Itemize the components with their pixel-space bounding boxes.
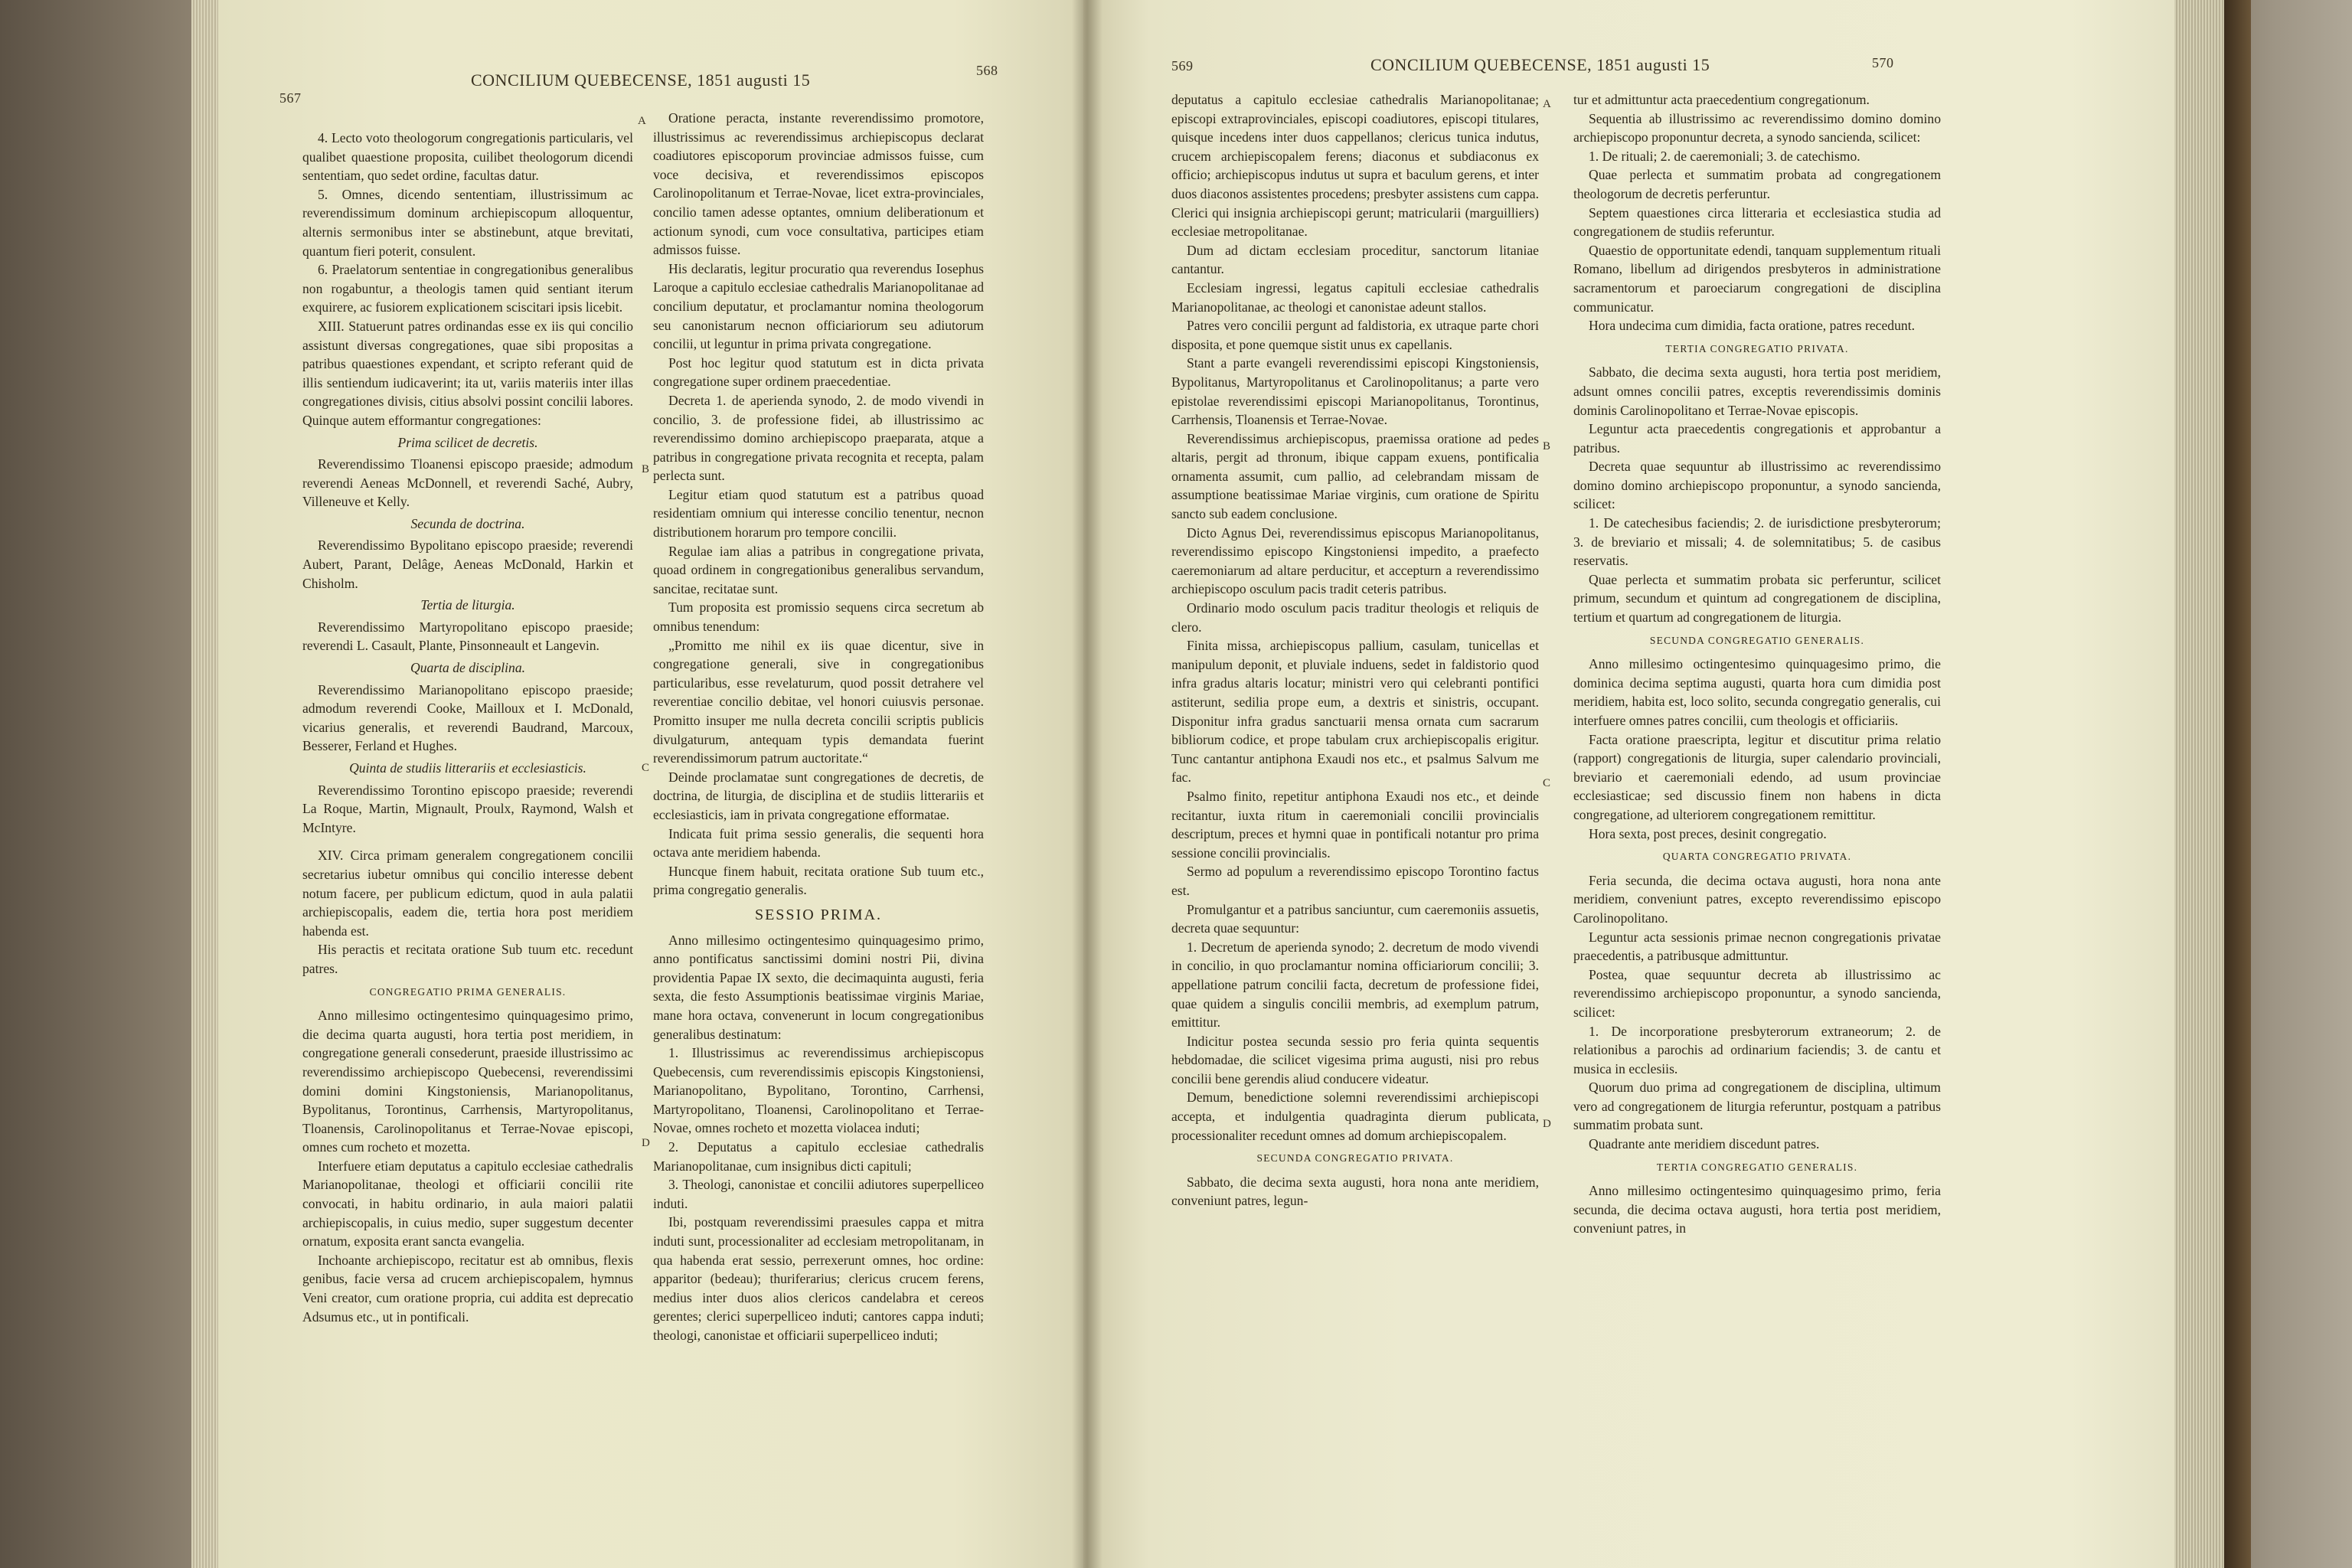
paragraph: 1. Decretum de aperienda synodo; 2. decretum de modo vivendi in concilio, in quo proclamantur nomina officiariorum concilii; 3. appellatione patrum concilii facta, decretum de professione fidei, quae quidem a singulis concilii membris, ad exemplum patrum, emittitur. [1171, 939, 1539, 1031]
paragraph: Promulgantur et a patribus sanciuntur, cum caeremoniis assuetis, decreta quae sequuntur: [1171, 901, 1539, 936]
paragraph: Reverendissimo Tloanensi episcopo praeside; admodum reverendi Aeneas McDonnell, et reverendi Saché, Aubry, Villeneuve et Kelly. [302, 456, 633, 510]
paragraph: Leguntur acta praecedentis congregationis et approbantur a patribus. [1573, 421, 1941, 456]
paragraph: Ibi, postquam reverendissimi praesules cappa et mitra induti sunt, processionaliter ad ecclesiam metropolitanam, in qua habenda erat sessio, perrexerunt omnes, hoc ordine: apparitor (bedeau); thuriferarius; clericus crucem ferens, medius inter duos alios clericos candelabra et cereos gerentes; clerici superpelliceo induti; cantores cappa induti; theologi, canonistae et officiarii superpelliceo induti; [653, 1214, 984, 1343]
paragraph: Anno millesimo octingentesimo quinquagesimo primo, die dominica decima septima augusti, quarta hora cum dimidia post meridiem, habita est, loco solito, secunda congregatio generalis, cui interfuere omnes patres concilii, cum theologis et officiariis. [1573, 656, 1941, 728]
paragraph: 1. De rituali; 2. de caeremoniali; 3. de catechismo. [1589, 148, 1860, 164]
page-number-inner: 569 [1171, 58, 1194, 74]
paragraph: Hora sexta, post preces, desinit congregatio. [1589, 825, 1827, 841]
paragraph: 2. Deputatus a capitulo ecclesiae cathedralis Marianopolitanae, cum insignibus dicti capituli; [653, 1139, 984, 1174]
paragraph: Leguntur acta sessionis primae necnon congregationis privatae praecedentis, a patribusque admittuntur. [1573, 929, 1941, 964]
left-page [218, 0, 1083, 1568]
book-gutter [1072, 0, 1102, 1568]
left-column-b [653, 109, 984, 1345]
paragraph: Decreta 1. de aperienda synodo, 2. de modo vivendi in concilio, 3. de professione fidei, ab illustrissimo ac reverendissimo domino archiepiscopo praeparata, atque a patribus in congregatione privata recognita et recepta, palam perlecta sunt. [653, 392, 984, 484]
section-heading: QUARTA CONGREGATIO PRIVATA. [1662, 851, 1852, 863]
margin-marker-d: D [642, 1137, 650, 1149]
margin-marker-d: D [1543, 1118, 1551, 1130]
paragraph: 1. Illustrissimus ac reverendissimus archiepiscopus Quebecensis, cum reverendissimis episcopis Kingstoniensi, Marianopolitano, Bypolitano, Torontino, Carrhensi, Martyropolitano, Tloanensi, Carolinopolitano et Terrae-Novae, omnes rocheto et mozetta violacea induti; [653, 1045, 984, 1136]
paragraph: Interfuere etiam deputatus a capitulo ecclesiae cathedralis Marianopolitanae, theologi et officiarii concilii rite convocati, in habitu ordinario, in aula maiori palatii archiepiscopalis, in cuius medio, super suggestum decenter ornatum, exposita erant sancta evangelia. [302, 1158, 633, 1250]
running-head: CONCILIUM QUEBECENSE, 1851 augusti 15 [471, 70, 811, 90]
paragraph: Facta oratione praescripta, legitur et discutitur prima relatio (rapport) congregationis de liturgia, super calendario provinciali, breviario et caeremoniali edendo, ad usum provinciae ecclesiasticae; sed discussio finem non habens in dicta congregatione, ad ulteriorem congregationem remittitur. [1573, 731, 1941, 822]
paragraph: Regulae iam alias a patribus in congregatione privata, quoad ordinem in congregationibus generalibus servandum, sancitae, recitatae sunt. [653, 543, 984, 596]
margin-marker-c: C [642, 762, 650, 774]
paragraph: Postea, quae sequuntur decreta ab illustrissimo ac reverendissimo archiepiscopo proponuntur, a synodo sancienda, scilicet: [1573, 966, 1941, 1020]
paragraph: Psalmo finito, repetitur antiphona Exaudi nos etc., et deinde recitantur, iuxta ritum in caeremoniali concilii provincialis descriptum, preces et hymni quae in pontificali notantur pro prima sessione concilii provincialis. [1171, 788, 1539, 861]
paragraph: deputatus a capitulo ecclesiae cathedralis Marianopolitanae; episcopi extraprovinciales, episcopi coadiutores, episcopi titulares, quisque incedens inter duos cappellanos; clericus tunica indutus, crucem archiepiscopalem ferens; diaconus et subdiaconus ex officio; archiepiscopus indutus ut supra et baculum gerens, et inter duos diaconos assistentes procedens; presbyter assistens cum cappa. Clerici qui insignia archiepiscopi gerunt; matricularii (marguilliers) ecclesiae metropolitanae. [1171, 92, 1539, 240]
paragraph: Anno millesimo octingentesimo quinquagesimo primo, feria secunda, die decima octava augusti, hora tertia post meridiem, conveniunt patres, in [1573, 1183, 1941, 1236]
right-page [1083, 0, 2178, 1568]
paragraph: Reverendissimus archiepiscopus, praemissa oratione ad pedes altaris, pergit ad thronum, ibique cappam exuens, pontificalia ornamenta assumit, cum pallio, ad celebrandam missam de assumptione beatissimae Mariae virginis, cum oratione de Spiritu sancto sub eadem conclusione. [1171, 430, 1539, 522]
paragraph: Sermo ad populum a reverendissimo episcopo Torontino factus est. [1171, 864, 1539, 898]
paragraph: Hora undecima cum dimidia, facta oratione, patres recedunt. [1589, 318, 1915, 334]
paragraph: Quae perlecta et summatim probata ad congregationem theologorum de decretis perferuntur. [1573, 167, 1941, 201]
page-number-inner: 568 [976, 63, 998, 78]
paragraph: Legitur etiam quod statutum est a patribus quoad residentiam omnium qui interesse concilio tenentur, necnon distributionem horarum pro tempore concilii. [653, 486, 984, 541]
section-subheading: Quarta de disciplina. [410, 660, 526, 676]
page-number-outer: 570 [1872, 55, 1894, 70]
paragraph: „Promitto me nihil ex iis quae dicentur, sive in congregatione generali, sive in congregationibus particularibus, esse revelaturum, quod possit detrahere vel reverentiae concilio debitae, vel honori cuiusvis personae. Promitto insuper me nulla decreta concilii scriptis publicis divulgaturum, antequam typis demandata fuerint reverendissimorum patrum auctoritate.“ [653, 637, 984, 766]
left-column-a [302, 129, 633, 1326]
paragraph: Huncque finem habuit, recitata oratione Sub tuum etc., prima congregatio generalis. [653, 863, 984, 898]
running-head: CONCILIUM QUEBECENSE, 1851 augusti 15 [1370, 55, 1710, 74]
margin-marker-c: C [1543, 777, 1551, 789]
margin-marker-a: A [1543, 98, 1551, 110]
right-column-a [1171, 90, 1539, 1210]
section-heading: TERTIA CONGREGATIO PRIVATA. [1665, 342, 1849, 354]
paragraph: 6. Praelatorum sententiae in congregationibus generalibus non rogabuntur, a theologis tamen quid sentiant iterum exquirere, ac fusiorem explicationem sciscitari ipsis licebit. [302, 262, 633, 315]
page-edges-left [191, 0, 222, 1568]
right-column-b [1573, 90, 1941, 1238]
paragraph: Reverendissimo Bypolitano episcopo praeside; reverendi Aubert, Parant, Delâge, Aeneas McDonald, Harkin et Chisholm. [302, 537, 633, 591]
book-cover-edge [2224, 0, 2251, 1568]
paragraph: Reverendissimo Martyropolitano episcopo praeside; reverendi L. Casault, Plante, Pinsonneault et Langevin. [302, 619, 633, 654]
paragraph: Post hoc legitur quod statutum est in dicta privata congregatione super ordinem praecedentiae. [653, 354, 984, 390]
paragraph: Inchoante archiepiscopo, recitatur est ab omnibus, flexis genibus, facie versa ad crucem archiepiscopalem, hymnus Veni creator, cum oratione propria, cui addita est deprecatio Adsumus etc., ut in pontificali. [302, 1252, 633, 1325]
section-heading: SECUNDA CONGREGATIO PRIVATA. [1256, 1152, 1454, 1165]
section-heading: TERTIA CONGREGATIO GENERALIS. [1656, 1161, 1858, 1173]
paragraph: His declaratis, legitur procuratio qua reverendus Iosephus Laroque a capitulo ecclesiae cathedralis Marianopolitanae ad concilium deputatur, et proclamantur nomina theologorum seu canonistarum necnon officiariorum seu adiutorum concilii, ut leguntur in prima privata congregatione. [653, 260, 984, 352]
paragraph: Indicitur postea secunda sessio pro feria quinta sequentis hebdomadae, die scilicet vigesima prima augusti, nisi pro rebus concilii bene gerendis aliud conducere videatur. [1171, 1033, 1539, 1086]
paragraph-spacer [302, 837, 633, 846]
paragraph: 1. De incorporatione presbyterorum extraneorum; 2. de relationibus a parochis ad ordinarium faciendis; 3. de cantu et musica in ecclesiis. [1573, 1023, 1941, 1076]
paragraph: Septem quaestiones circa litteraria et ecclesiastica studia ad congregationem de studiis referuntur. [1573, 204, 1941, 240]
paragraph: Feria secunda, die decima octava augusti, hora nona ante meridiem, conveniunt patres, excepto reverendissimo episcopo Carolinopolitano. [1573, 872, 1941, 926]
paragraph: Ecclesiam ingressi, legatus capituli ecclesiae cathedralis Marianopolitanae, ac theologi et canonistae adeunt stallos. [1171, 279, 1539, 315]
margin-marker-b: B [642, 463, 650, 475]
paragraph: XIII. Statuerunt patres ordinandas esse ex iis qui concilio assistunt diversas congregationes, quae sibi propositas a patribus quaestiones expendant, et scripto referant quid de illis sentiendum iudicaverint; ita ut, variis materiis inter illas congregationes divisis, citius absolvi possint concilii labores. Quinque autem efformantur congregationes: [302, 318, 633, 428]
page-number-outer: 567 [279, 90, 302, 106]
section-subheading: Quinta de studiis litterariis et ecclesiasticis. [349, 760, 586, 776]
paragraph: Demum, benedictione solemni reverendissimi archiepiscopi accepta, et indulgentia quadraginta dierum publicata, processionaliter recedunt omnes ad domum archiepiscopalem. [1171, 1089, 1539, 1143]
paragraph: His peractis et recitata oratione Sub tuum etc. recedunt patres. [302, 942, 633, 976]
section-subheading: Prima scilicet de decretis. [397, 434, 538, 450]
margin-marker-b: B [1543, 440, 1551, 452]
section-subheading: Secunda de doctrina. [410, 515, 525, 531]
section-heading: CONGREGATIO PRIMA GENERALIS. [369, 985, 567, 998]
section-subheading: Tertia de liturgia. [420, 597, 515, 613]
paragraph: 1. De catechesibus faciendis; 2. de iurisdictione presbyterorum; 3. de breviario et missali; 4. de solemnitatibus; 5. de casibus reservatis. [1573, 515, 1941, 569]
paragraph: Ordinario modo osculum pacis traditur theologis et reliquis de clero. [1171, 600, 1539, 635]
paragraph: Decreta quae sequuntur ab illustrissimo ac reverendissimo domino domino archiepiscopo proponuntur, a synodo sancienda, scilicet: [1573, 459, 1941, 512]
paragraph: Dum ad dictam ecclesiam proceditur, sanctorum litaniae cantantur. [1171, 242, 1539, 277]
paragraph: Anno millesimo octingentesimo quinquagesimo primo, anno pontificatus sanctissimi domini nostri Pii, divina providentia Papae IX sexto, die decimaquinta augusti, feria sexta, die festo Assumptionis beatissimae virginis Mariae, mane hora octava, convenerunt in locum congregationibus generalibus destinatum: [653, 932, 984, 1042]
paragraph: Dicto Agnus Dei, reverendissimus episcopus Marianopolitanus, reverendissimo episcopo Kingstoniensi impedito, a praefecto caeremoniarum ad altare perducitur, et accepturn a reverendissimo archiepiscopo osculum pacis tradit ceteris patribus. [1171, 524, 1539, 597]
paragraph: 5. Omnes, dicendo sententiam, illustrissimum ac reverendissimum dominum archiepiscopum alloquentur, alternis sermonibus inter se abstinebunt, atque brevitati, quantum fieri poterit, consulent. [302, 186, 633, 259]
background-left [0, 0, 199, 1568]
paragraph: Finita missa, archiepiscopus pallium, casulam, tunicellas et manipulum deponit, et pluviale induens, sedet in faldistorio quod infra gradus altaris locatur; ministri vero qui celebranti pontifici astiterunt, sedilia prope eum, a dextris et sinistris, occupant. Disponitur infra gradus sanctuarii mensa ornata cum sacrarum bibliorum codice, et prope tabulam crux archiepiscopalis erigitur. Tunc cantantur antiphona Exaudi nos etc., et psalmus Salvum me fac. [1171, 638, 1539, 786]
paragraph: Patres vero concilii pergunt ad faldistoria, ex utraque parte chori disposita, et pone quemque sistit unus ex capellanis. [1171, 318, 1539, 352]
paragraph: Quae perlecta et summatim probata sic perferuntur, scilicet primum, secundum et quintum ad congregationem de disciplina, tertium et quartum ad congregationem de liturgia. [1573, 571, 1941, 626]
paragraph: Sabbato, die decima sexta augusti, hora tertia post meridiem, adsunt omnes concilii patres, exceptis reverendissimis dominis dominis Carolinopolitano et Terrae-Novae episcopis. [1573, 364, 1941, 418]
paragraph: tur et admittuntur acta praecedentium congregationum. [1573, 92, 1870, 107]
paragraph: Indicata fuit prima sessio generalis, die sequenti hora octava ante meridiem habenda. [653, 825, 984, 861]
section-heading: SECUNDA CONGREGATIO GENERALIS. [1649, 634, 1865, 646]
page-edges-right [2174, 0, 2228, 1568]
paragraph: Quorum duo prima ad congregationem de disciplina, ultimum vero ad congregationem de liturgia referuntur, postquam a patribus summatim probata sunt. [1573, 1080, 1941, 1133]
paragraph: Anno millesimo octingentesimo quinquagesimo primo, die decima quarta augusti, hora tertia post meridiem, in congregatione generali consederunt, praeside illustrissimo ac reverendissimo archiepiscopo Quebecensi, reverendissimi domini domini Kingstoniensis, Marianopolitanus, Bypolitanus, Torontinus, Carrhensis, Martyropolitanus, Tloanensis, Carolinopolitanus et Terrae-Novae episcopi, omnes cum rocheto et mozetta. [302, 1008, 633, 1155]
paragraph: Tum proposita est promissio sequens circa secretum ab omnibus tenendum: [653, 599, 984, 635]
session-heading: SESSIO PRIMA. [754, 906, 883, 923]
paragraph: Stant a parte evangeli reverendissimi episcopi Kingstoniensis, Bypolitanus, Martyropolitanus et Carolinopolitanus; a parte vero epistolae reverendissimi episcopi Marianopolitanus, Torontinus, Carrhensis, Tloanensis et Terrae-Novae. [1171, 355, 1539, 428]
paragraph: 4. Lecto voto theologorum congregationis particularis, vel qualibet quaestione proposita, cuilibet theologorum dicendi sententiam, quo sedet ordine, facultas datur. [302, 130, 633, 184]
paragraph: Quadrante ante meridiem discedunt patres. [1589, 1136, 1820, 1152]
paragraph: Reverendissimo Marianopolitano episcopo praeside; admodum reverendi Cooke, Mailloux et I. McDonald, vicarius generalis, et reverendi Baudrand, Marcoux, Besserer, Ferland et Hughes. [302, 681, 633, 754]
paragraph: Sabbato, die decima sexta augusti, hora nona ante meridiem, conveniunt patres, legun- [1171, 1174, 1539, 1209]
margin-marker-a: A [638, 115, 646, 127]
paragraph: Quaestio de opportunitate edendi, tanquam supplementum rituali Romano, libellum ad dirigendos presbyteros in administratione sacramentorum et paroeciarum congregationi de disciplina communicatur. [1573, 242, 1941, 315]
paragraph: Sequentia ab illustrissimo ac reverendissimo domino domino archiepiscopo proponuntur decreta, a synodo sancienda, scilicet: [1573, 110, 1941, 145]
paragraph: XIV. Circa primam generalem congregationem concilii secretarius iubetur omnibus qui concilio interesse debent notum facere, per publicum edictum, quod in aula palatii archiepiscopalis, eadem die, tertia hora post meridiem habenda est. [302, 848, 633, 939]
paragraph: 3. Theologi, canonistae et concilii adiutores superpelliceo induti. [653, 1177, 984, 1211]
paragraph: Deinde proclamatae sunt congregationes de decretis, de doctrina, de liturgia, de disciplina et de studiis litterariis et ecclesiasticis, iam in privata congregatione efformatae. [653, 769, 984, 822]
paragraph: Reverendissimo Torontino episcopo praeside; reverendi La Roque, Martin, Mignault, Proulx, Raymond, Walsh et McIntyre. [302, 782, 633, 835]
paragraph: Oratione peracta, instante reverendissimo promotore, illustrissimus ac reverendissimus archiepiscopus declarat coadiutores episcoporum provinciae admissos fuisse, cum voce decisiva, et reverendissimos episcopos Carolinopolitanum et Terrae-Novae, licet extra-provinciales, concilio tamen adesse optantes, omnium deliberationum et actionum synodi, cum voce consultativa, participes etiam admissos fuisse. [653, 110, 984, 258]
